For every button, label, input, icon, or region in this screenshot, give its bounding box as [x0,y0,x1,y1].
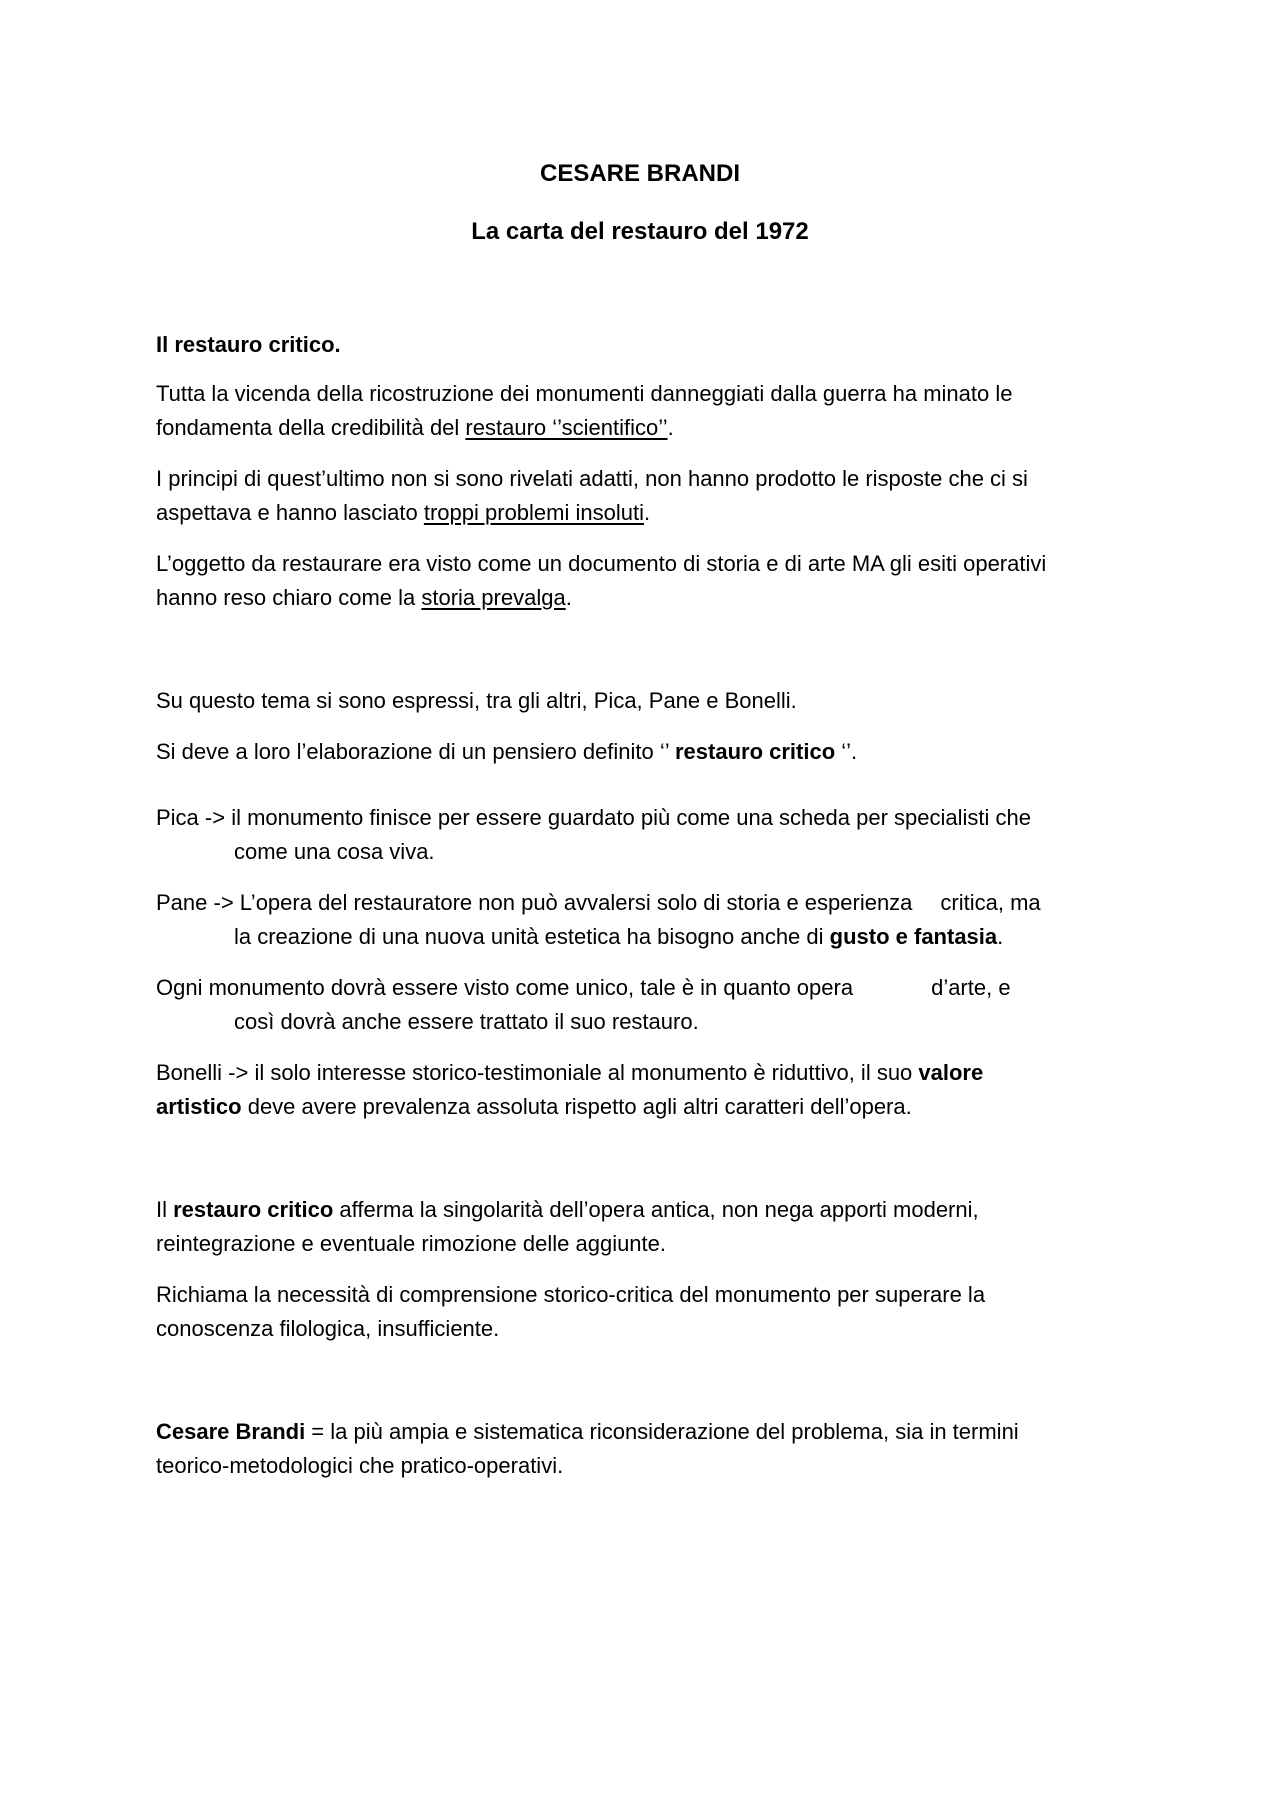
bold-text: restauro critico [674,739,836,764]
text: Si deve a loro l’elaborazione di un pensiero definito ‘’ [156,739,675,764]
text: . [643,500,651,525]
text: hanno reso chiaro come la [156,585,422,610]
bold-text: artistico [156,1094,242,1119]
paragraph-9-line-2 [156,1090,1136,1124]
paragraph-11 [156,1278,1136,1346]
paragraph-3-line-1: L’oggetto da restaurare era visto come un documento di storia e di arte MA gli esiti operativi [156,551,1047,576]
paragraph-1-line-2 [156,411,1136,445]
section-heading: Il restauro critico. [156,332,341,357]
text: Pane -> L’opera del restauratore non può avvalersi solo di storia e esperienza [156,890,913,915]
paragraph-12 [156,1415,1136,1483]
text: d’arte, e [931,975,1011,1000]
paragraph-7-line-1 [156,886,1136,920]
bold-text: restauro critico [173,1197,334,1222]
paragraph-8-line-2: così dovrà anche essere trattato il suo restauro. [234,1009,699,1034]
paragraph-2-line-1: I principi di quest’ultimo non si sono rivelati adatti, non hanno prodotto le risposte che ci si [156,466,1028,491]
bold-text: gusto e fantasia [829,924,998,949]
text: Ogni monumento dovrà essere visto come unico, tale è in quanto opera [156,975,854,1000]
paragraph-10-line-2: reintegrazione e eventuale rimozione delle aggiunte. [156,1231,667,1256]
paragraph-10 [156,1193,1136,1261]
paragraph-6-line-2: come una cosa viva. [234,839,435,864]
text: = la più ampia e sistematica riconsiderazione del problema, sia in termini [305,1419,1019,1444]
paragraph-3-line-2 [156,581,1136,615]
paragraph-3 [156,547,1136,615]
paragraph-6 [156,801,1136,869]
text: ‘’. [835,739,858,764]
text: fondamenta della credibilità del [156,415,466,440]
underlined-text: troppi problemi insoluti [423,500,644,525]
paragraph-6-line-1: Pica -> il monumento finisce per essere guardato più come una scheda per specialisti che [156,805,1031,830]
paragraph-1 [156,377,1136,445]
paragraph-12-line-2: teorico-metodologici che pratico-operativi. [156,1453,564,1478]
underlined-text: restauro ‘’scientifico’’ [465,415,668,440]
bold-text: valore [918,1060,984,1085]
text: aspettava e hanno lasciato [156,500,424,525]
paragraph-12-line-1 [156,1415,1136,1449]
text: . [565,585,572,610]
paragraph-8-line-1 [156,971,1136,1005]
document-title: CESARE BRANDI [539,160,740,187]
text: . [997,924,1004,949]
paragraph-10-line-1 [156,1193,1136,1227]
text: la creazione di una nuova unità estetica ha bisogno anche di [234,924,830,949]
text: Bonelli -> il solo interesse storico-testimoniale al monumento è riduttivo, il suo [156,1060,919,1085]
paragraph-9-line-1 [156,1056,1136,1090]
underlined-text: storia prevalga [421,585,566,610]
paragraph-5 [156,735,1136,769]
paragraph-11-line-1: Richiama la necessità di comprensione storico-critica del monumento per superare la [156,1282,986,1307]
paragraph-2 [156,462,1136,530]
paragraph-11-line-2: conoscenza filologica, insufficiente. [156,1316,500,1341]
paragraph-1-line-1: Tutta la vicenda della ricostruzione dei monumenti danneggiati dalla guerra ha minato le [156,381,1013,406]
paragraph-7-line-2 [156,920,1136,954]
paragraph-2-line-2 [156,496,1136,530]
paragraph-8 [156,971,1136,1039]
paragraph-7 [156,886,1136,954]
text: Il [156,1197,174,1222]
text: critica, ma [940,890,1041,915]
text: afferma la singolarità dell’opera antica, non nega apporti moderni, [333,1197,979,1222]
paragraph-9 [156,1056,1136,1124]
paragraph-4: Su questo tema si sono espressi, tra gli altri, Pica, Pane e Bonelli. [156,688,797,713]
bold-text: Cesare Brandi [156,1419,306,1444]
text: deve avere prevalenza assoluta rispetto agli altri caratteri dell’opera. [241,1094,912,1119]
text: . [667,415,674,440]
document-subtitle: La carta del restauro del 1972 [471,218,809,245]
